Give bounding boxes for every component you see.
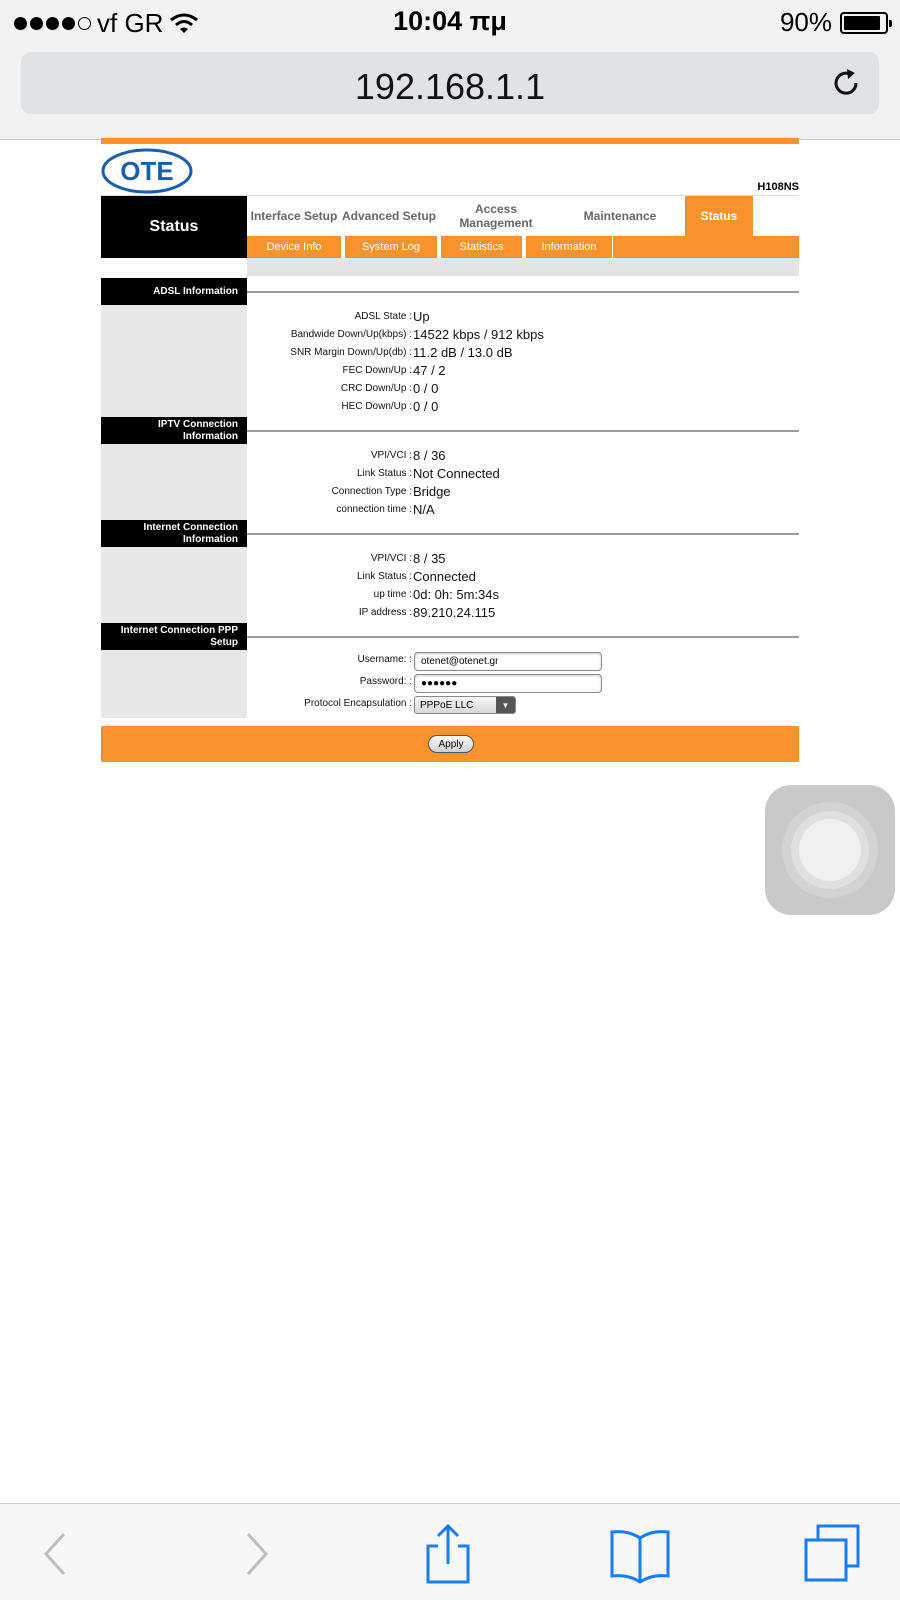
iptv-title: IPTV Connection Information [101,417,247,444]
subtab-device-info[interactable]: Device Info [247,236,345,258]
apply-bar [101,726,799,762]
tab-advanced-setup[interactable]: Advanced Setup [341,209,437,223]
dropdown-arrow-icon[interactable]: ▼ [496,697,515,713]
subtab-system-log[interactable]: System Log [345,236,441,258]
status-bar [0,0,900,44]
tab-access-management[interactable]: Access Management [459,202,533,230]
info-row: Bandwide Down/Up(kbps) : 14522 kbps / 912 kbps [290,327,544,342]
back-icon[interactable] [24,1522,88,1586]
browser-toolbar [0,1503,900,1600]
info-row: Connection Type : Bridge [331,484,451,499]
protocol-row: Protocol Encapsulation : PPPoE LLC ▼ [101,695,799,717]
password-field[interactable]: ●●●●●● [414,674,602,693]
ppp-section [101,623,799,718]
ote-logo [101,148,193,194]
password-row: Password: : ●●●●●● [101,673,799,695]
share-icon[interactable] [416,1522,480,1586]
info-row: Link Status : Not Connected [356,466,500,481]
protocol-select[interactable] [414,696,516,714]
ppp-title: Internet Connection PPP Setup [101,623,247,650]
url-text[interactable]: 192.168.1.1 [354,66,546,107]
reload-icon[interactable] [829,66,863,100]
info-row: up time : 0d: 0h: 5m:34s [373,587,499,602]
adsl-section [101,278,799,417]
spacer-bar [247,258,799,276]
info-row: VPI/VCI : 8 / 36 [370,448,446,463]
info-row: SNR Margin Down/Up(db) : 11.2 dB / 13.0 dB [290,345,513,360]
internet-title: Internet Connection Information [101,520,247,547]
adsl-title: ADSL Information [101,278,247,305]
tab-interface-setup[interactable]: Interface Setup [250,209,338,223]
battery-percent: 90% [779,7,832,37]
battery-group [780,7,888,38]
info-row: ADSL State : Up [354,309,430,324]
info-row: CRC Down/Up : 0 / 0 [340,381,439,396]
bookmarks-icon[interactable] [608,1522,672,1586]
divider [247,533,799,535]
info-row: VPI/VCI : 8 / 35 [370,551,446,566]
svg-text:OTE: OTE [120,156,174,186]
username-row: Username: : otenet@otenet.gr [101,651,799,673]
subtab-information[interactable]: Information [526,236,613,258]
apply-button[interactable]: Apply [428,735,474,753]
battery-icon [840,12,888,34]
tab-status[interactable]: Status [685,196,753,236]
divider [247,291,799,293]
info-row: Link Status : Connected [356,569,476,584]
tab-maintenance[interactable]: Maintenance [583,209,657,223]
model-name: H108NS [757,181,799,193]
info-row: IP address : 89.210.24.115 [358,605,496,620]
iptv-section [101,417,799,520]
internet-section [101,520,799,623]
info-row: connection time : N/A [336,502,435,517]
forward-icon[interactable] [224,1522,288,1586]
username-field[interactable]: otenet@otenet.gr [414,652,602,671]
main-nav [101,196,799,258]
logo-row [101,144,799,196]
divider [247,636,799,638]
browser-header [0,44,900,140]
assistive-touch-button[interactable] [765,785,895,915]
sub-nav [247,236,799,258]
clock: 10:04 πμ [393,6,507,36]
protocol-value: PPPoE LLC [420,700,474,711]
divider [247,430,799,432]
router-page [101,138,799,718]
carrier-name: vf GR [97,8,164,38]
info-row: HEC Down/Up : 0 / 0 [341,399,439,414]
address-bar[interactable] [21,52,879,114]
subtab-statistics[interactable]: Statistics [441,236,526,258]
tabs-icon[interactable] [800,1522,864,1586]
section-title: Status [101,196,247,258]
info-row: FEC Down/Up : 47 / 2 [342,363,446,378]
